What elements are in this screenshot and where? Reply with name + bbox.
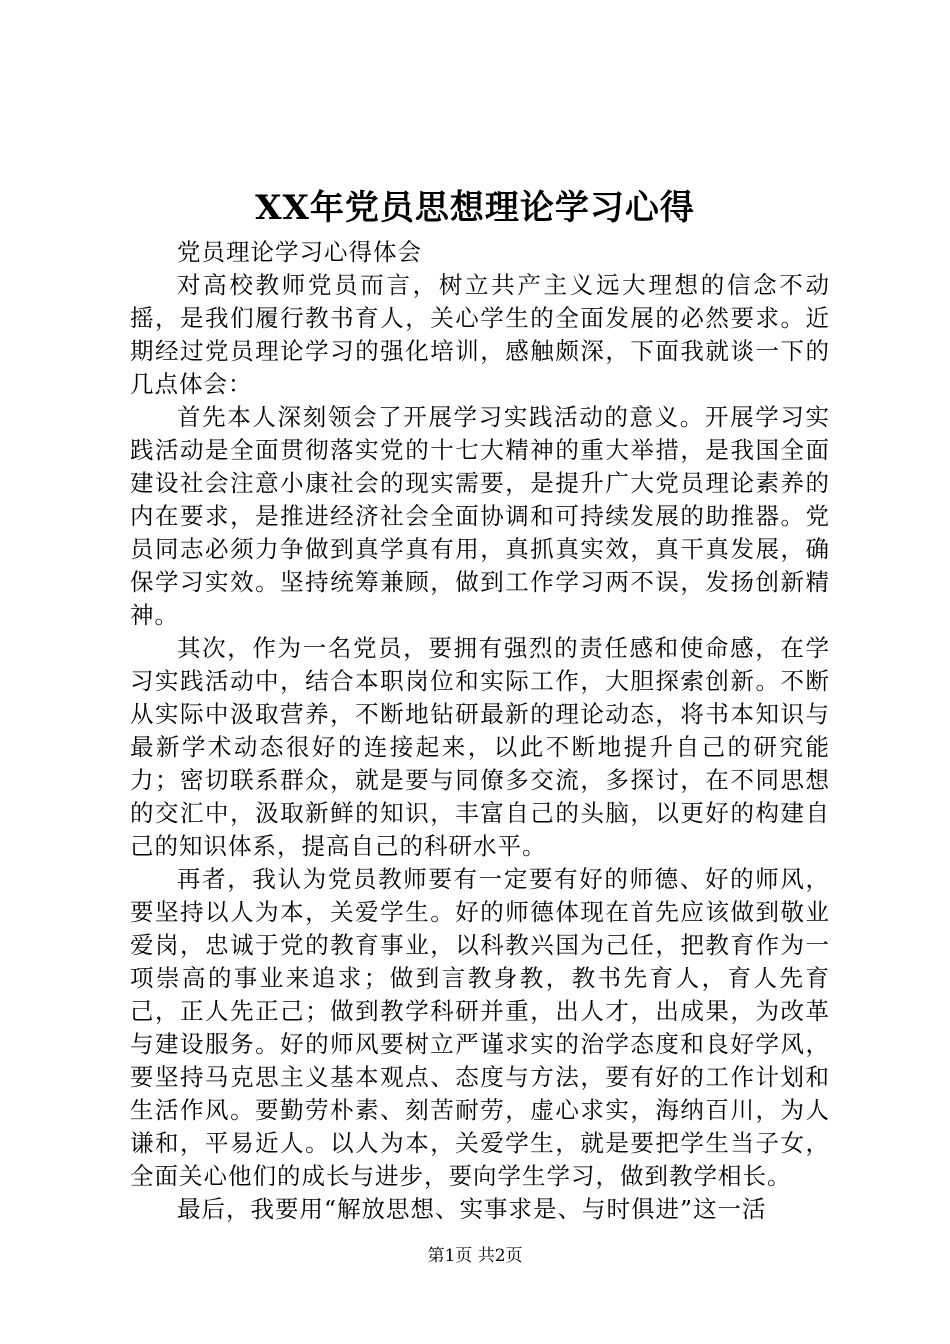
document-title: XX年党员思想理论学习心得 — [255, 188, 695, 228]
paragraph-final-point: 最后，我要用“解放思想、实事求是、与时俱进”这一活 — [177, 1195, 767, 1223]
paragraph-second-point: 其次，作为一名党员，要拥有强烈的责任感和使命感，在学习实践活动中，结合本职岗位和实际工作，大胆探索创新。不断从实际中汲取营养，不断地钻研最新的理论动态，将书本知识与最新学术动态很好的连接起来，以此不断地提升自己的研究能力；密切联系群众，就是要与同僚多交流，多探讨，在不同思想的交汇中，汲取新鲜的知识，丰富自己的头脑，以更好的构建自己的知识体系，提高自己的科研水平。 — [130, 634, 830, 860]
paragraph-first-point: 首先本人深刻领会了开展学习实践活动的意义。开展学习实践活动是全面贯彻落实党的十七大精神的重大举措，是我国全面建设社会注意小康社会的现实需要，是提升广大党员理论素养的内在要求，是推进经济社会全面协调和可持续发展的助推器。党员同志必须力争做到真学真有用，真抓真实效，真干真发展，确保学习实效。坚持统筹兼顾，做到工作学习两不误，发扬创新精神。 — [130, 403, 830, 629]
paragraph-subtitle: 党员理论学习心得体会 — [177, 238, 422, 266]
paragraph-intro: 对高校教师党员而言，树立共产主义远大理想的信念不动摇，是我们履行教书育人，关心学生的全面发展的必然要求。近期经过党员理论学习的强化培训，感触颇深，下面我就谈一下的几点体会： — [130, 271, 830, 398]
document-body — [130, 236, 830, 1226]
paragraph-third-point: 再者，我认为党员教师要有一定要有好的师德、好的师风，要坚持以人为本，关爱学生。好的师德体现在首先应该做到敬业爱岗，忠诚于党的教育事业，以科教兴国为己任，把教育作为一项崇高的事业来追求；做到言教身教，教书先育人，育人先育己，正人先正己；做到教学科研并重，出人才，出成果，为改革与建设服务。好的师风要树立严谨求实的治学态度和良好学风，要坚持马克思主义基本观点、态度与方法，要有好的工作计划和生活作风。要勤劳朴素、刻苦耐劳，虚心求实，海纳百川，为人谦和，平易近人。以人为本，关爱学生，就是要把学生当子女，全面关心他们的成长与进步，要向学生学习，做到教学相长。 — [130, 865, 830, 1190]
page-number-footer: 第1页 共2页 — [427, 1246, 523, 1266]
